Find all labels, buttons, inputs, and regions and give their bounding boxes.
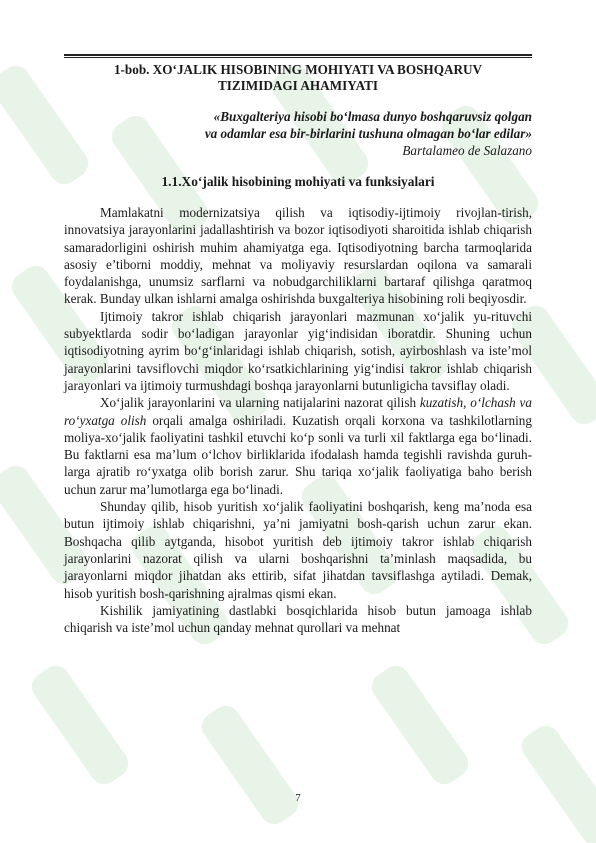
paragraph-2: Ijtimoiy takror ishlab chiqarish jarayonlari mazmunan xo‘jalik yu-rituvchi subyektlarda sodir bo‘ladigan jarayonlar yig‘indisidan iboratdir. Shuning uchun iqtisodiyotning ayrim bo‘g‘inlaridagi ishlab chiqarish, sotish, ayirboshlash va iste’mol jarayonlarini tavsiflovchi miqdor ko‘rsatkichlarining yig‘indisi takror ishlab chiqarish jarayonlari va ijtimoiy turmushdagi boshqa jarayonlarni butunligicha tavsiflay oladi. xyxy=(64,308,532,393)
paragraph-1: Mamlakatni modernizatsiya qilish va iqtisodiy-ijtimoiy rivojlan-tirish, innovatsiya jarayonlarini jadallashtirish va bozor iqtisodiyoti sharoitida ishlab chiqarish samaradorligini oshirish muhim ahamiyatga ega. Iqtisodiyotning barcha tarmoqlarida asosiy e’tiborni moddiy, mehnat va moliyaviy resurslardan oqilona va samarali foydalanishga, unumsiz sarflarni va nobudgarchiliklarni bartaraf qilishga qaratmoq kerak. Bunday ulkan ishlarni amalga oshirishda buxgalteriya hisobining roli beqiyosdir. xyxy=(64,205,532,307)
section-title: 1.1.Xo‘jalik hisobining mohiyati va funksiyalari xyxy=(161,174,435,189)
paragraph-3-italic: kuzatish, o‘lchash va ro‘yxatga olish xyxy=(64,395,533,428)
epigraph xyxy=(64,108,532,159)
paragraph-4: Shunday qilib, hisob yuritish xo‘jalik faoliyatini boshqarish, keng ma’noda esa butun ijtimoiy ishlab chiqarishni, ya’ni jamiyatni bosh-qarish uchun zarur ekan. Boshqacha qilib aytganda, hisobot yuritish deb ijtimoiy takror ishlab chiqarish jarayonlarini nazorat qilish va ularni boshqarishni ta’minlash maqsadida, bu jarayonlarni miqdor jihatdan aks ettirib, sifat jihatdan tavsiflashga aytiladi. Demak, hisob yuritish bosh-qarishning ajralmas qismi ekan. xyxy=(64,499,532,601)
epigraph-line1: «Buxgalteriya hisobi bo‘lmasa dunyo boshqaruvsiz qolgan xyxy=(213,109,532,124)
page-number: 7 xyxy=(295,792,301,804)
paragraph-3-start: Xo‘jalik jarayonlarini va ularning natijalarini nazorat qilish xyxy=(100,395,420,411)
paragraph-3 xyxy=(64,394,532,498)
epigraph-line2: va odamlar esa bir-birlarini tushuna olmagan bo‘lar edilar» xyxy=(204,126,532,141)
chapter-title-line1: 1-bob. XO‘JALIK HISOBINING MOHIYATI VA BOSHQARUV xyxy=(113,62,483,77)
page-content xyxy=(64,54,532,636)
header-rule xyxy=(64,54,532,58)
chapter-title xyxy=(64,62,532,94)
epigraph-author: Bartalameo de Salazano xyxy=(402,143,532,158)
paragraph-5: Kishilik jamiyatining dastlabki bosqichlarida hisob butun jamoaga ishlab chiqarish va iste’mol uchun qanday mehnat qurollari va mehnat xyxy=(64,602,532,636)
chapter-title-line2: TIZIMIDAGI AHAMIYATI xyxy=(217,78,379,93)
paragraph-3-end: orqali amalga oshiriladi. Kuzatish orqali korxona va tashkilotlarning moliya-xo‘jalik faoliyatini tashkil etuvchi ko‘p sonli va turli xil faktlarga ega bo‘linadi. Bu faktlarni esa ma’lum o‘lchov birliklarida ifodalash hamda tegishli ravishda guruh-larga ajratib ro‘yxatga olib borish zarur. Shu tariqa xo‘jalik faoliyatiga baho berish uchun zarur ma’lumotlarga ega bo‘linadi. xyxy=(64,412,532,497)
